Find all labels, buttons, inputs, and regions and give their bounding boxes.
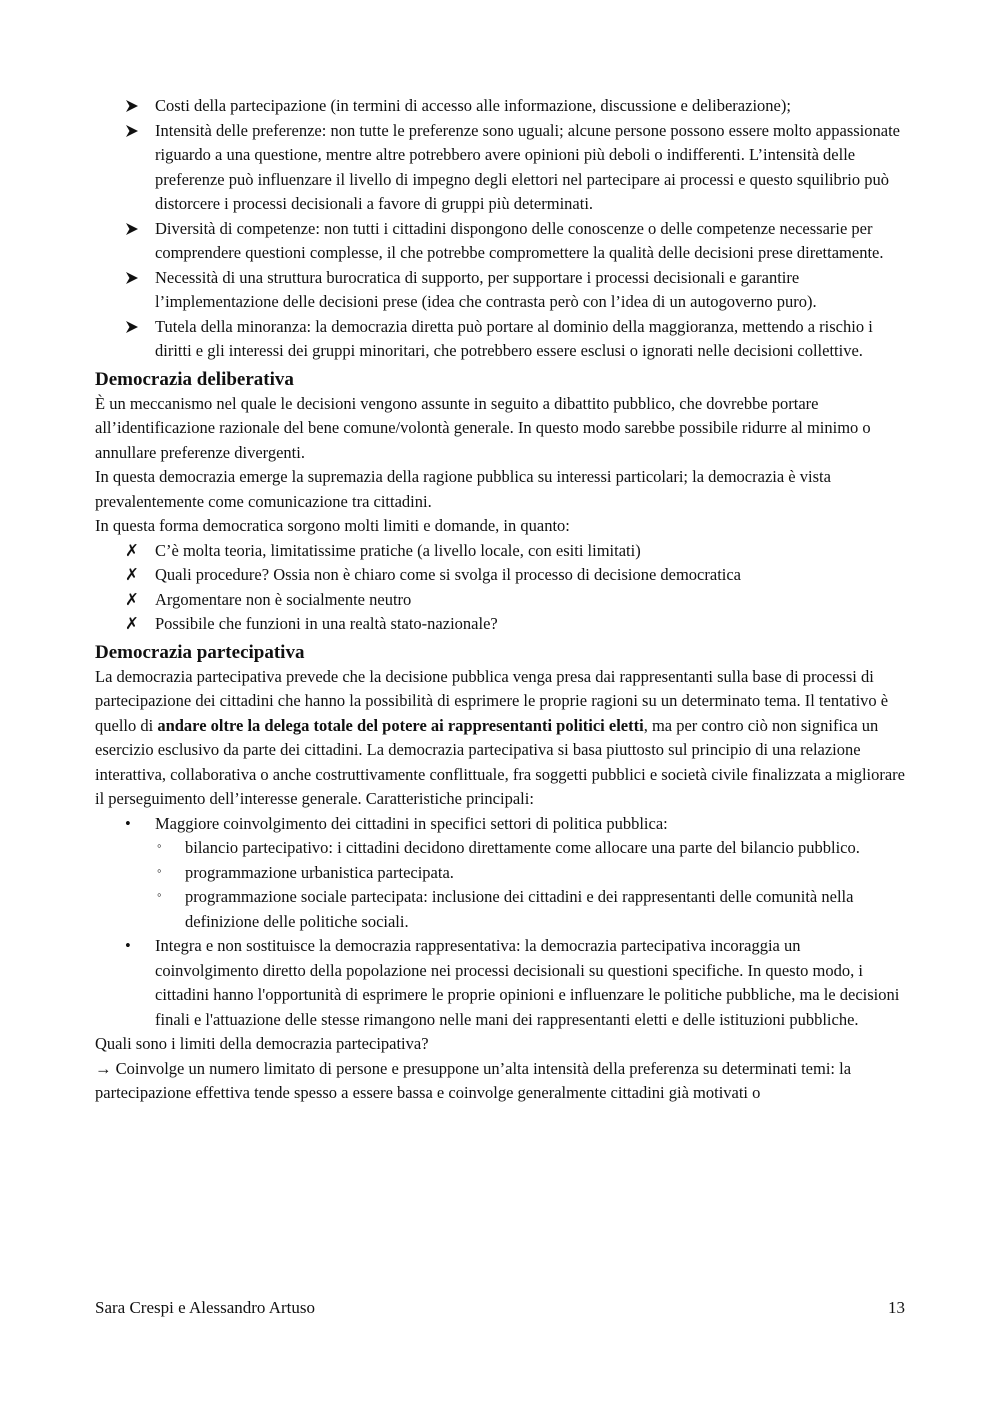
list-item: [95, 812, 907, 935]
features-list: [95, 812, 907, 1033]
paragraph-text: , ma per contro ciò non significa un esercizio esclusivo da parte dei cittadini. La democrazia partecipativa si basa piuttosto sul principio di una relazione interattiva, collaborativa o anche costruttivamente conflittuale, fra soggetti pubblici e società civile finalizzata a migliorare il perseguimento dell’interesse generale. Caratteristiche principali:: [95, 715, 905, 808]
list-item: [95, 588, 907, 613]
circle-bullet-icon: ◦: [157, 862, 162, 878]
footer-authors: Sara Crespi e Alessandro Artuso: [95, 1298, 316, 1317]
question: Quali sono i limiti della democrazia partecipativa?: [95, 1034, 429, 1053]
list-item-text: Quali procedure? Ossia non è chiaro come si svolga il processo di decisione democratica: [155, 565, 742, 584]
questions-list: [95, 539, 907, 637]
list-item: [95, 934, 907, 1032]
list-item: [95, 539, 907, 564]
list-item-text: C’è molta teoria, limitatissime pratiche (a livello locale, con esiti limitati): [155, 540, 641, 560]
cross-bullet-icon: ✗: [125, 589, 139, 609]
list-item-text: Necessità di una struttura burocratica di supporto, per supportare i processi decisionali e garantire l’implementazione delle decisioni prese (idea che contrasta però con l’idea di un autogoverno puro).: [155, 267, 817, 311]
paragraph: [95, 665, 907, 812]
list-item: [95, 563, 907, 588]
sub-list-item: [155, 885, 907, 934]
list-item-text: Integra e non sostituisce la democrazia rappresentativa: la democrazia partecipativa incoraggia un coinvolgimento diretto della popolazione nei processi decisionali su questioni specifiche. In questo modo, i cittadini hanno l'opportunità di esprimere le proprie opinioni e influenzare le politiche pubbliche, ma le decisioni finali e l'attuazione delle stesse rimangono nelle mani dei rappresentanti eletti e delle istituzioni pubbliche.: [155, 936, 900, 1029]
paragraph-text: La democrazia partecipativa prevede che la decisione pubblica venga presa dai rappresentanti sulla base di processi di partecipazione dei cittadini che hanno la possibilità di esprimere le proprie ragioni su un determinato tema. Il tentativo è quello di: [95, 666, 889, 735]
page-content: [95, 94, 907, 1106]
list-item: [95, 119, 907, 217]
sub-list-item-text: programmazione sociale partecipata: inclusione dei cittadini e dei rappresentanti delle comunità nella definizione delle politiche sociali.: [185, 887, 854, 931]
sub-list-item-text: bilancio partecipativo: i cittadini decidono direttamente come allocare una parte del bilancio pubblico.: [185, 838, 860, 857]
sub-list: [155, 836, 907, 934]
list-item-text: Diversità di competenze: non tutti i cittadini dispongono delle conoscenze o delle competenze necessarie per comprendere questioni complesse, il che potrebbe compromettere la qualità delle decisioni prese direttamente.: [155, 218, 884, 262]
list-item-text: Tutela della minoranza: la democrazia diretta può portare al dominio della maggioranza, mettendo a rischio i diritti e gli interessi dei gruppi minoritari, che potrebbero essere esclusi o ignorati nelle decisioni collettive.: [155, 316, 873, 360]
paragraph: In questa forma democratica sorgono molti limiti e domande, in quanto:: [95, 516, 570, 535]
cross-bullet-icon: ✗: [125, 614, 139, 633]
sub-list-item: [155, 861, 907, 886]
limits-list: [95, 94, 907, 364]
cross-bullet-icon: ✗: [125, 540, 139, 560]
bold-text: andare oltre la delega totale del potere ai rappresentanti politici eletti: [157, 715, 644, 735]
list-item-text: Possibile che funzioni in una realtà stato-nazionale?: [155, 614, 498, 633]
list-item-text: Argomentare non è socialmente neutro: [155, 589, 412, 609]
dot-bullet-icon: •: [125, 813, 131, 833]
arrowhead-bullet-icon: [125, 119, 147, 138]
list-item: [95, 94, 907, 119]
section-heading-deliberativa: Democrazia deliberativa: [95, 368, 294, 390]
sub-list-item-text: programmazione urbanistica partecipata.: [185, 862, 454, 882]
list-item-text: Intensità delle preferenze: non tutte le preferenze sono uguali; alcune persone possono essere molto appassionate riguardo a una questione, mentre altre potrebbero avere opinioni più deboli o indifferenti. L’intensità delle preferenze può influenzare il livello di impegno degli elettori nel partecipare ai processi e questo squilibrio può distorcere i processi decisionali a favore di gruppi più determinati.: [155, 120, 900, 213]
list-item-text: Maggiore coinvolgimento dei cittadini in specifici settori di politica pubblica:: [155, 813, 668, 833]
paragraph: In questa democrazia emerge la supremazia della ragione pubblica su interessi particolari; la democrazia è vista prevalentemente come comunicazione tra cittadini.: [95, 467, 831, 511]
arrowhead-bullet-icon: [125, 217, 147, 236]
arrowhead-bullet-icon: [125, 315, 147, 334]
circle-bullet-icon: ◦: [157, 887, 162, 902]
list-item: [95, 217, 907, 266]
circle-bullet-icon: ◦: [157, 838, 162, 853]
arrowhead-bullet-icon: [125, 266, 147, 285]
list-item-text: Costi della partecipazione (in termini di accesso alle informazione, discussione e deliberazione);: [155, 96, 791, 115]
answer: → Coinvolge un numero limitato di persone e presuppone un’alta intensità della preferenza su determinati temi: la partecipazione effettiva tende spesso a essere bassa e coinvolge generalmente cittadini già motivati o: [95, 1058, 852, 1102]
paragraph: È un meccanismo nel quale le decisioni vengono assunte in seguito a dibattito pubblico, che dovrebbe portare all’identificazione razionale del bene comune/volontà generale. In questo modo sarebbe possibile ridurre al minimo o annullare preferenze divergenti.: [95, 393, 871, 462]
sub-list-item: [155, 836, 907, 861]
page-number: 13: [888, 1298, 905, 1317]
arrowhead-bullet-icon: [125, 94, 147, 113]
dot-bullet-icon: •: [125, 936, 131, 955]
list-item: [95, 612, 907, 637]
list-item: [95, 315, 907, 364]
section-heading-partecipativa: Democrazia partecipativa: [95, 641, 305, 663]
cross-bullet-icon: ✗: [125, 565, 139, 584]
list-item: [95, 266, 907, 315]
